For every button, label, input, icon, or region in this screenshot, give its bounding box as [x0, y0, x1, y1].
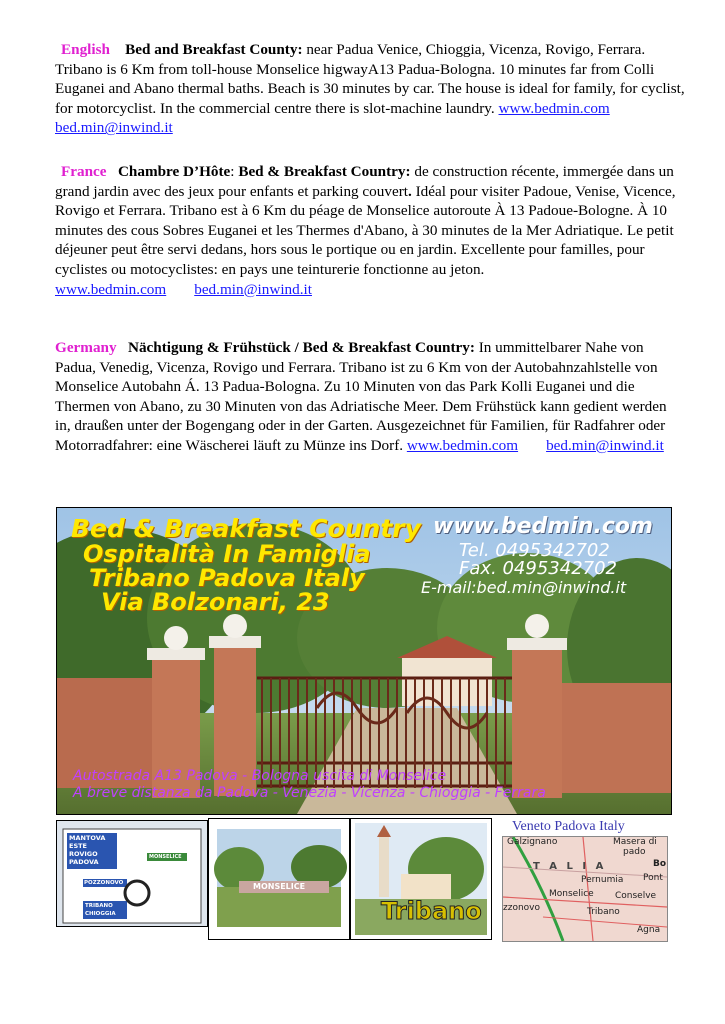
map-label-pont: Pont [643, 873, 663, 883]
banner-line-3: Tribano Padova Italy [89, 564, 365, 592]
english-web-link[interactable]: www.bedmin.com [498, 99, 610, 117]
france-dot: . [407, 182, 412, 200]
monselice-illustration [209, 819, 349, 939]
germany-heading: Nächtigung & Frühstück / Bed & Breakfast Country: [127, 339, 475, 356]
france-section: France Chambre D’Hôte: Bed & Breakfast Country: de construction récente, immergée dans un grand jardin avec des jeux pour enfants et parking couvert. Idéal pour visiter Padoue, Venise, Vicence, Rovigo et Ferrara. Tribano est à 6 Km du péage de Monselice autoroute À 13 Padoue-Bologne. À 10 minutes des cous Sobres Euganei et les Thermes d'Abano, à 30 minutes de la Mer Adriatique. Le petit déjeuner peut être servi dedans, hors sous le portique ou en jardin. Excellente pour familles, pour cyclistes ou motocyclistes: en pays une teinturerie fonctionne au jeton. www.bedmin.com bed.min@inwind.it [55, 163, 676, 298]
map-caption: Veneto Padova Italy [512, 819, 625, 834]
banner-bottom-2: A breve distanza da Padova - Venezia - Vicenza - Chioggia - Ferrara [73, 785, 546, 801]
english-text: near Padua Venice, Chioggia, Vicenza, Rovigo, Ferrara. Tribano is 6 Km from toll-house Monselice higwayA13 Padua-Bologna. 10 minutes far from Colli Euganei and Abano thermal baths. Beach is 30 minutes by car. The house is ideal for family, for cyclist, for motorcyclist. In the commercial centre there is slot-machine laundry. [55, 41, 685, 117]
map-image [502, 836, 668, 942]
lang-label-france: France [61, 163, 107, 180]
map-label-tribano: Tribano [587, 907, 620, 917]
map-label-conselve: Conselve [615, 891, 657, 901]
map-label-agna: Agna [637, 925, 661, 935]
tribano-photo [350, 818, 492, 940]
banner-line-2: Ospitalità In Famiglia [83, 540, 371, 568]
france-email-link[interactable]: bed.min@inwind.it [194, 280, 312, 298]
banner-web: www.bedmin.com [433, 514, 653, 539]
map-label-bo: Bo [653, 859, 667, 869]
english-email-link[interactable]: bed.min@inwind.it [55, 119, 173, 137]
map-label-italia: T A L I A [533, 861, 607, 872]
road-sign-right: MONSELICE [149, 854, 182, 860]
banner-line-1: Bed & Breakfast Country [71, 514, 421, 543]
english-section [55, 40, 685, 138]
gate-photo [56, 507, 672, 815]
france-text-2: Idéal pour visiter Padoue, Venise, Vicence, Rovigo et Ferrara. Tribano est à 6 Km du péage de Monselice autoroute À 13 Padoue-Bologne. À 10 minutes des cous Sobres Euganei et les Thermes d'Abano, à 30 minutes de la Mer Adriatique. Le petit déjeuner peut être servi dedans, hors sous le portique ou en jardin. Excellente pour familles, pour cyclistes ou motocyclistes: en pays une teinturerie fonctionne au jeton. [55, 182, 676, 278]
road-sign-photo [56, 820, 208, 927]
road-sign-mid: POZZONOVO [84, 880, 124, 886]
banner-line-4: Via Bolzonari, 23 [101, 588, 330, 616]
map-label-pernumia: Pernumia [581, 875, 624, 885]
map-label-galzignano: Galzignano [507, 837, 558, 847]
france-text-1: de construction récente, immergée dans un grand jardin avec des jeux pour enfants et parking couvert [55, 163, 674, 200]
lang-label-english: English [61, 41, 110, 58]
lang-label-germany: Germany [55, 339, 117, 356]
france-heading-2: Bed & Breakfast Country: [238, 163, 411, 180]
banner-fax: Fax. 0495342702 [459, 558, 618, 579]
france-web-link[interactable]: www.bedmin.com [55, 280, 167, 298]
france-heading-1: Chambre D’Hôte [117, 163, 231, 180]
map-label-pozzonovo: zzonovo [503, 903, 540, 913]
germany-section [55, 338, 685, 456]
map-label-masera: Masera di [613, 837, 657, 847]
germany-web-link[interactable]: www.bedmin.com [406, 436, 519, 454]
road-sign-bottom: TRIBANO CHIOGGIA [85, 903, 116, 917]
germany-text: In ummittelbarer Nahe von Padua, Venedig, Vicenza, Rovigo und Ferrara. Tribano ist zu 6 Km von der Autobahnzahlstelle von Monselice Autobahn Á. 13 Padua-Bologna. Zu 10 Minuten von das Park Kolli Euganei und die Thermen von Abano, zu 30 Minuten von das Adriatische Meer. Dem Frühstück kann gedient werden in, draußen unter der Bogengang oder in der Garten. Ausgezeichnet für Familien, für Radfahrer oder Motorradfahrer: eine Wäscherei läuft zu Münze ins Dorf. [55, 339, 667, 454]
road-sign-top: MANTOVA ESTE ROVIGO PADOVA [69, 834, 106, 866]
banner-bottom-1: Autostrada A13 Padova - Bologna uscita di Monselice [73, 768, 447, 784]
map-label-monselice: Monselice [549, 889, 594, 899]
monselice-photo [208, 818, 350, 940]
monselice-sign-text: MONSELICE [253, 882, 306, 891]
banner-tel: Tel. 0495342702 [459, 540, 610, 561]
germany-email-link[interactable]: bed.min@inwind.it [546, 436, 664, 454]
english-heading: Bed and Breakfast County: [125, 41, 303, 58]
banner-email: E-mail:bed.min@inwind.it [421, 578, 627, 597]
map-label-pado: pado [623, 847, 646, 857]
tribano-title: Tribano [381, 897, 482, 925]
